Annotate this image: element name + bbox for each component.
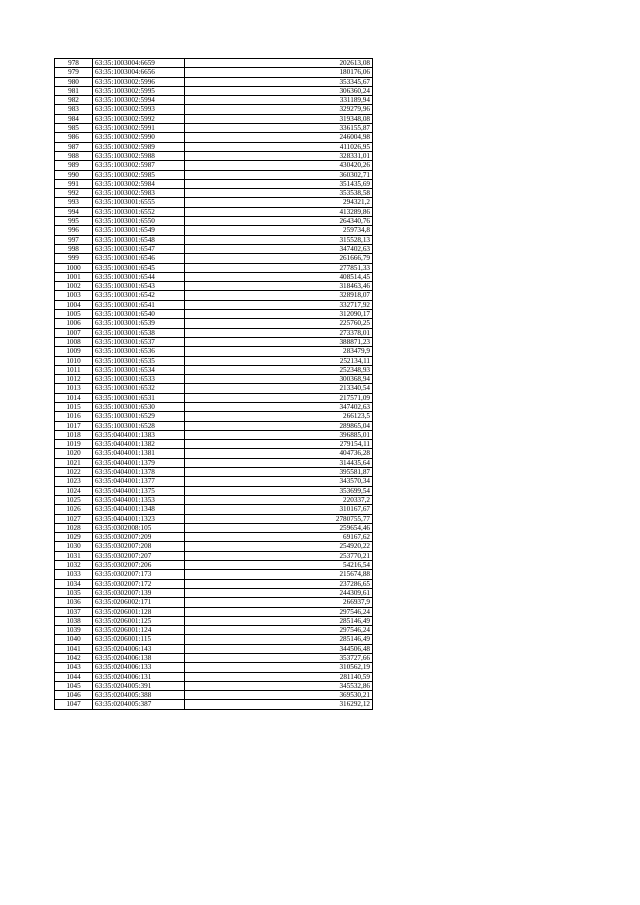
table-row xyxy=(55,282,373,291)
row-number-cell: 1000 xyxy=(55,263,93,272)
row-number-cell: 988 xyxy=(55,151,93,160)
cadastral-value-cell: 259734,8 xyxy=(185,226,373,235)
cadastral-number-cell: 63:35:0206001:128 xyxy=(93,607,185,616)
cadastral-value-cell: 273378,01 xyxy=(185,328,373,337)
cadastral-number-cell: 63:35:1003001:6543 xyxy=(93,282,185,291)
row-number-cell: 1047 xyxy=(55,700,93,709)
table-row xyxy=(55,356,373,365)
cadastral-value-cell: 259654,46 xyxy=(185,523,373,532)
cadastral-value-cell: 413289,86 xyxy=(185,207,373,216)
table-row xyxy=(55,691,373,700)
cadastral-number-cell: 63:35:1003001:6549 xyxy=(93,226,185,235)
table-row xyxy=(55,319,373,328)
table-row xyxy=(55,626,373,635)
cadastral-number-cell: 63:35:0302007:209 xyxy=(93,533,185,542)
table-row xyxy=(55,142,373,151)
row-number-cell: 995 xyxy=(55,217,93,226)
cadastral-value-cell: 347402,63 xyxy=(185,402,373,411)
cadastral-value-cell: 253770,21 xyxy=(185,551,373,560)
cadastral-value-cell: 332717,92 xyxy=(185,300,373,309)
row-number-cell: 982 xyxy=(55,96,93,105)
table-row xyxy=(55,579,373,588)
cadastral-value-cell: 316292,12 xyxy=(185,700,373,709)
table-row xyxy=(55,365,373,374)
cadastral-value-cell: 310167,67 xyxy=(185,505,373,514)
table-row xyxy=(55,588,373,597)
cadastral-number-cell: 63:35:1003001:6552 xyxy=(93,207,185,216)
cadastral-value-cell: 225760,25 xyxy=(185,319,373,328)
cadastral-number-cell: 63:35:1003002:5987 xyxy=(93,161,185,170)
cadastral-value-cell: 351435,69 xyxy=(185,179,373,188)
cadastral-value-cell: 315528,13 xyxy=(185,235,373,244)
cadastral-number-cell: 63:35:1003002:5992 xyxy=(93,114,185,123)
row-number-cell: 1015 xyxy=(55,402,93,411)
cadastral-number-cell: 63:35:0204006:131 xyxy=(93,672,185,681)
table-row xyxy=(55,133,373,142)
row-number-cell: 1012 xyxy=(55,375,93,384)
cadastral-value-cell: 252348,93 xyxy=(185,365,373,374)
cadastral-value-cell: 264340,76 xyxy=(185,217,373,226)
cadastral-number-cell: 63:35:1003001:6546 xyxy=(93,254,185,263)
row-number-cell: 1043 xyxy=(55,663,93,672)
row-number-cell: 1031 xyxy=(55,551,93,560)
cadastral-number-cell: 63:35:1003002:5991 xyxy=(93,124,185,133)
cadastral-number-cell: 63:35:0302007:139 xyxy=(93,588,185,597)
cadastral-number-cell: 63:35:1003001:6541 xyxy=(93,300,185,309)
cadastral-number-cell: 63:35:1003001:6555 xyxy=(93,198,185,207)
table-row xyxy=(55,468,373,477)
row-number-cell: 1024 xyxy=(55,486,93,495)
cadastral-value-cell: 430420,26 xyxy=(185,161,373,170)
table-row xyxy=(55,96,373,105)
cadastral-value-cell: 213340,54 xyxy=(185,384,373,393)
cadastral-value-cell: 246004,98 xyxy=(185,133,373,142)
cadastral-number-cell: 63:35:1003001:6540 xyxy=(93,310,185,319)
row-number-cell: 984 xyxy=(55,114,93,123)
cadastral-number-cell: 63:35:0404001:1348 xyxy=(93,505,185,514)
cadastral-number-cell: 63:35:0404001:1353 xyxy=(93,495,185,504)
cadastral-value-cell: 2780755,77 xyxy=(185,514,373,523)
row-number-cell: 1020 xyxy=(55,449,93,458)
table-row xyxy=(55,300,373,309)
cadastral-value-cell: 329279,96 xyxy=(185,105,373,114)
cadastral-value-cell: 404736,28 xyxy=(185,449,373,458)
cadastral-value-cell: 285146,49 xyxy=(185,635,373,644)
cadastral-value-cell: 328918,07 xyxy=(185,291,373,300)
cadastral-number-cell: 63:35:0404001:1383 xyxy=(93,430,185,439)
table-row xyxy=(55,86,373,95)
table-row xyxy=(55,505,373,514)
cadastral-number-cell: 63:35:0302007:172 xyxy=(93,579,185,588)
table-row xyxy=(55,644,373,653)
cadastral-number-cell: 63:35:0404001:1379 xyxy=(93,458,185,467)
cadastral-value-cell: 353727,66 xyxy=(185,654,373,663)
cadastral-number-cell: 63:35:0404001:1381 xyxy=(93,449,185,458)
table-row xyxy=(55,663,373,672)
row-number-cell: 998 xyxy=(55,244,93,253)
cadastral-value-cell: 306360,24 xyxy=(185,86,373,95)
table-row xyxy=(55,681,373,690)
cadastral-number-cell: 63:35:0206001:115 xyxy=(93,635,185,644)
cadastral-number-cell: 63:35:0302007:173 xyxy=(93,570,185,579)
cadastral-number-cell: 63:35:1003002:5990 xyxy=(93,133,185,142)
cadastral-number-cell: 63:35:1003001:6530 xyxy=(93,402,185,411)
cadastral-value-cell: 345532,86 xyxy=(185,681,373,690)
row-number-cell: 1008 xyxy=(55,337,93,346)
table-row xyxy=(55,328,373,337)
cadastral-number-cell: 63:35:1003002:5996 xyxy=(93,77,185,86)
table-row xyxy=(55,59,373,68)
row-number-cell: 991 xyxy=(55,179,93,188)
cadastral-value-cell: 343570,34 xyxy=(185,477,373,486)
table-row xyxy=(55,458,373,467)
row-number-cell: 1022 xyxy=(55,468,93,477)
cadastral-value-cell: 297546,24 xyxy=(185,626,373,635)
cadastral-value-cell: 69167,62 xyxy=(185,533,373,542)
cadastral-value-cell: 344506,48 xyxy=(185,644,373,653)
row-number-cell: 1025 xyxy=(55,495,93,504)
row-number-cell: 1046 xyxy=(55,691,93,700)
table-row xyxy=(55,235,373,244)
cadastral-number-cell: 63:35:1003001:6535 xyxy=(93,356,185,365)
cadastral-number-cell: 63:35:1003002:5994 xyxy=(93,96,185,105)
row-number-cell: 1011 xyxy=(55,365,93,374)
cadastral-value-cell: 180176,06 xyxy=(185,68,373,77)
table-row xyxy=(55,514,373,523)
table-row xyxy=(55,477,373,486)
table-row xyxy=(55,151,373,160)
table-row xyxy=(55,421,373,430)
row-number-cell: 1002 xyxy=(55,282,93,291)
table-row xyxy=(55,263,373,272)
cadastral-number-cell: 63:35:1003001:6537 xyxy=(93,337,185,346)
cadastral-number-cell: 63:35:0404001:1323 xyxy=(93,514,185,523)
row-number-cell: 1034 xyxy=(55,579,93,588)
cadastral-value-cell: 289865,04 xyxy=(185,421,373,430)
row-number-cell: 1033 xyxy=(55,570,93,579)
cadastral-value-cell: 353538,58 xyxy=(185,189,373,198)
table-row xyxy=(55,161,373,170)
cadastral-number-cell: 63:35:1003002:5995 xyxy=(93,86,185,95)
table-row xyxy=(55,598,373,607)
cadastral-value-cell: 347402,63 xyxy=(185,244,373,253)
cadastral-value-cell: 396885,01 xyxy=(185,430,373,439)
cadastral-number-cell: 63:35:1003001:6538 xyxy=(93,328,185,337)
cadastral-value-cell: 353699,54 xyxy=(185,486,373,495)
row-number-cell: 979 xyxy=(55,68,93,77)
row-number-cell: 1018 xyxy=(55,430,93,439)
cadastral-value-cell: 395581,87 xyxy=(185,468,373,477)
table-row xyxy=(55,217,373,226)
row-number-cell: 1042 xyxy=(55,654,93,663)
cadastral-number-cell: 63:35:1003001:6539 xyxy=(93,319,185,328)
cadastral-value-cell: 369530,21 xyxy=(185,691,373,700)
row-number-cell: 978 xyxy=(55,59,93,68)
row-number-cell: 1019 xyxy=(55,440,93,449)
cadastral-value-cell: 202613,08 xyxy=(185,59,373,68)
cadastral-value-cell: 300368,94 xyxy=(185,375,373,384)
row-number-cell: 1036 xyxy=(55,598,93,607)
table-row xyxy=(55,607,373,616)
row-number-cell: 1001 xyxy=(55,272,93,281)
cadastral-number-cell: 63:35:0302007:207 xyxy=(93,551,185,560)
cadastral-number-cell: 63:35:1003001:6529 xyxy=(93,412,185,421)
cadastral-number-cell: 63:35:1003001:6548 xyxy=(93,235,185,244)
table-row xyxy=(55,700,373,709)
cadastral-value-cell: 54216,54 xyxy=(185,561,373,570)
cadastral-value-cell: 310562,19 xyxy=(185,663,373,672)
table-row xyxy=(55,616,373,625)
table-row xyxy=(55,412,373,421)
cadastral-value-cell: 314435,64 xyxy=(185,458,373,467)
row-number-cell: 1013 xyxy=(55,384,93,393)
cadastral-number-cell: 63:35:1003001:6533 xyxy=(93,375,185,384)
row-number-cell: 990 xyxy=(55,170,93,179)
row-number-cell: 1021 xyxy=(55,458,93,467)
cadastral-value-cell: 336155,87 xyxy=(185,124,373,133)
row-number-cell: 1044 xyxy=(55,672,93,681)
row-number-cell: 997 xyxy=(55,235,93,244)
table-row xyxy=(55,533,373,542)
cadastral-value-cell: 217571,09 xyxy=(185,393,373,402)
cadastral-number-cell: 63:35:1003001:6545 xyxy=(93,263,185,272)
row-number-cell: 1006 xyxy=(55,319,93,328)
row-number-cell: 1037 xyxy=(55,607,93,616)
table-row xyxy=(55,375,373,384)
row-number-cell: 1004 xyxy=(55,300,93,309)
cadastral-number-cell: 63:35:1003001:6528 xyxy=(93,421,185,430)
cadastral-number-cell: 63:35:1003004:6659 xyxy=(93,59,185,68)
cadastral-value-cell: 237286,65 xyxy=(185,579,373,588)
row-number-cell: 1032 xyxy=(55,561,93,570)
cadastral-value-cell: 408514,45 xyxy=(185,272,373,281)
cadastral-value-cell: 312090,17 xyxy=(185,310,373,319)
table-row xyxy=(55,495,373,504)
row-number-cell: 1035 xyxy=(55,588,93,597)
row-number-cell: 999 xyxy=(55,254,93,263)
cadastral-value-cell: 297546,24 xyxy=(185,607,373,616)
table-row xyxy=(55,291,373,300)
cadastral-number-cell: 63:35:0206002:171 xyxy=(93,598,185,607)
table-row xyxy=(55,337,373,346)
cadastral-value-cell: 294321,2 xyxy=(185,198,373,207)
cadastral-number-cell: 63:35:1003002:5985 xyxy=(93,170,185,179)
table-row xyxy=(55,207,373,216)
cadastral-number-cell: 63:35:0302007:206 xyxy=(93,561,185,570)
cadastral-value-table xyxy=(54,58,373,710)
cadastral-value-cell: 252134,11 xyxy=(185,356,373,365)
table-row xyxy=(55,449,373,458)
cadastral-value-cell: 360302,71 xyxy=(185,170,373,179)
table-row xyxy=(55,523,373,532)
row-number-cell: 1009 xyxy=(55,347,93,356)
cadastral-number-cell: 63:35:0206001:124 xyxy=(93,626,185,635)
cadastral-number-cell: 63:35:0204005:388 xyxy=(93,691,185,700)
table-row xyxy=(55,68,373,77)
cadastral-number-cell: 63:35:0204006:138 xyxy=(93,654,185,663)
row-number-cell: 1017 xyxy=(55,421,93,430)
table-row xyxy=(55,124,373,133)
cadastral-value-cell: 283479,9 xyxy=(185,347,373,356)
table-row xyxy=(55,310,373,319)
table-row xyxy=(55,254,373,263)
row-number-cell: 1027 xyxy=(55,514,93,523)
row-number-cell: 1038 xyxy=(55,616,93,625)
row-number-cell: 1030 xyxy=(55,542,93,551)
row-number-cell: 996 xyxy=(55,226,93,235)
cadastral-value-cell: 266123,5 xyxy=(185,412,373,421)
row-number-cell: 1016 xyxy=(55,412,93,421)
cadastral-number-cell: 63:35:1003002:5983 xyxy=(93,189,185,198)
cadastral-number-cell: 63:35:1003001:6544 xyxy=(93,272,185,281)
row-number-cell: 983 xyxy=(55,105,93,114)
cadastral-value-cell: 285146,49 xyxy=(185,616,373,625)
table-row xyxy=(55,393,373,402)
table-row xyxy=(55,384,373,393)
table-row xyxy=(55,402,373,411)
table-row xyxy=(55,440,373,449)
table-row xyxy=(55,542,373,551)
cadastral-number-cell: 63:35:0204005:387 xyxy=(93,700,185,709)
cadastral-value-cell: 331189,94 xyxy=(185,96,373,105)
row-number-cell: 1023 xyxy=(55,477,93,486)
cadastral-number-cell: 63:35:0404001:1378 xyxy=(93,468,185,477)
table-row xyxy=(55,114,373,123)
cadastral-value-cell: 254920,22 xyxy=(185,542,373,551)
cadastral-value-cell: 277851,33 xyxy=(185,263,373,272)
cadastral-number-cell: 63:35:0204006:143 xyxy=(93,644,185,653)
cadastral-value-cell: 411026,95 xyxy=(185,142,373,151)
cadastral-number-cell: 63:35:1003002:5988 xyxy=(93,151,185,160)
cadastral-value-cell: 353345,67 xyxy=(185,77,373,86)
row-number-cell: 1010 xyxy=(55,356,93,365)
cadastral-number-cell: 63:35:0404001:1375 xyxy=(93,486,185,495)
cadastral-value-cell: 281140,59 xyxy=(185,672,373,681)
cadastral-value-cell: 244309,61 xyxy=(185,588,373,597)
row-number-cell: 1029 xyxy=(55,533,93,542)
table-row xyxy=(55,430,373,439)
table-row xyxy=(55,170,373,179)
cadastral-number-cell: 63:35:0404001:1382 xyxy=(93,440,185,449)
cadastral-number-cell: 63:35:1003001:6536 xyxy=(93,347,185,356)
cadastral-number-cell: 63:35:0204006:133 xyxy=(93,663,185,672)
cadastral-number-cell: 63:35:0404001:1377 xyxy=(93,477,185,486)
cadastral-number-cell: 63:35:1003001:6542 xyxy=(93,291,185,300)
table-row xyxy=(55,635,373,644)
row-number-cell: 1014 xyxy=(55,393,93,402)
cadastral-number-cell: 63:35:1003001:6534 xyxy=(93,365,185,374)
row-number-cell: 1039 xyxy=(55,626,93,635)
cadastral-number-cell: 63:35:1003001:6532 xyxy=(93,384,185,393)
row-number-cell: 992 xyxy=(55,189,93,198)
cadastral-value-cell: 328331,01 xyxy=(185,151,373,160)
row-number-cell: 994 xyxy=(55,207,93,216)
table-row xyxy=(55,672,373,681)
table-row xyxy=(55,226,373,235)
cadastral-number-cell: 63:35:1003001:6547 xyxy=(93,244,185,253)
cadastral-number-cell: 63:35:1003001:6550 xyxy=(93,217,185,226)
row-number-cell: 1028 xyxy=(55,523,93,532)
row-number-cell: 980 xyxy=(55,77,93,86)
table-row xyxy=(55,551,373,560)
row-number-cell: 1026 xyxy=(55,505,93,514)
cadastral-number-cell: 63:35:0302007:208 xyxy=(93,542,185,551)
cadastral-number-cell: 63:35:1003001:6531 xyxy=(93,393,185,402)
table-body xyxy=(55,59,373,710)
row-number-cell: 1005 xyxy=(55,310,93,319)
cadastral-value-cell: 388871,23 xyxy=(185,337,373,346)
table-row xyxy=(55,189,373,198)
cadastral-number-cell: 63:35:0204005:391 xyxy=(93,681,185,690)
cadastral-value-cell: 215674,88 xyxy=(185,570,373,579)
table-row xyxy=(55,347,373,356)
row-number-cell: 981 xyxy=(55,86,93,95)
row-number-cell: 985 xyxy=(55,124,93,133)
table-row xyxy=(55,486,373,495)
table-row xyxy=(55,561,373,570)
row-number-cell: 993 xyxy=(55,198,93,207)
cadastral-number-cell: 63:35:1003002:5989 xyxy=(93,142,185,151)
cadastral-number-cell: 63:35:1003002:5984 xyxy=(93,179,185,188)
row-number-cell: 986 xyxy=(55,133,93,142)
row-number-cell: 989 xyxy=(55,161,93,170)
cadastral-value-cell: 220337,2 xyxy=(185,495,373,504)
table-row xyxy=(55,244,373,253)
cadastral-value-cell: 261666,79 xyxy=(185,254,373,263)
table-row xyxy=(55,179,373,188)
cadastral-number-cell: 63:35:0302008:105 xyxy=(93,523,185,532)
table-row xyxy=(55,272,373,281)
cadastral-number-cell: 63:35:0206001:125 xyxy=(93,616,185,625)
row-number-cell: 1003 xyxy=(55,291,93,300)
cadastral-value-cell: 318463,46 xyxy=(185,282,373,291)
cadastral-number-cell: 63:35:1003002:5993 xyxy=(93,105,185,114)
cadastral-value-cell: 319348,08 xyxy=(185,114,373,123)
row-number-cell: 1045 xyxy=(55,681,93,690)
table-row xyxy=(55,105,373,114)
table-row xyxy=(55,198,373,207)
cadastral-value-cell: 279154,11 xyxy=(185,440,373,449)
row-number-cell: 1007 xyxy=(55,328,93,337)
row-number-cell: 1040 xyxy=(55,635,93,644)
cadastral-number-cell: 63:35:1003004:6656 xyxy=(93,68,185,77)
cadastral-value-cell: 266937,9 xyxy=(185,598,373,607)
table-row xyxy=(55,654,373,663)
row-number-cell: 1041 xyxy=(55,644,93,653)
table-row xyxy=(55,570,373,579)
table-row xyxy=(55,77,373,86)
row-number-cell: 987 xyxy=(55,142,93,151)
